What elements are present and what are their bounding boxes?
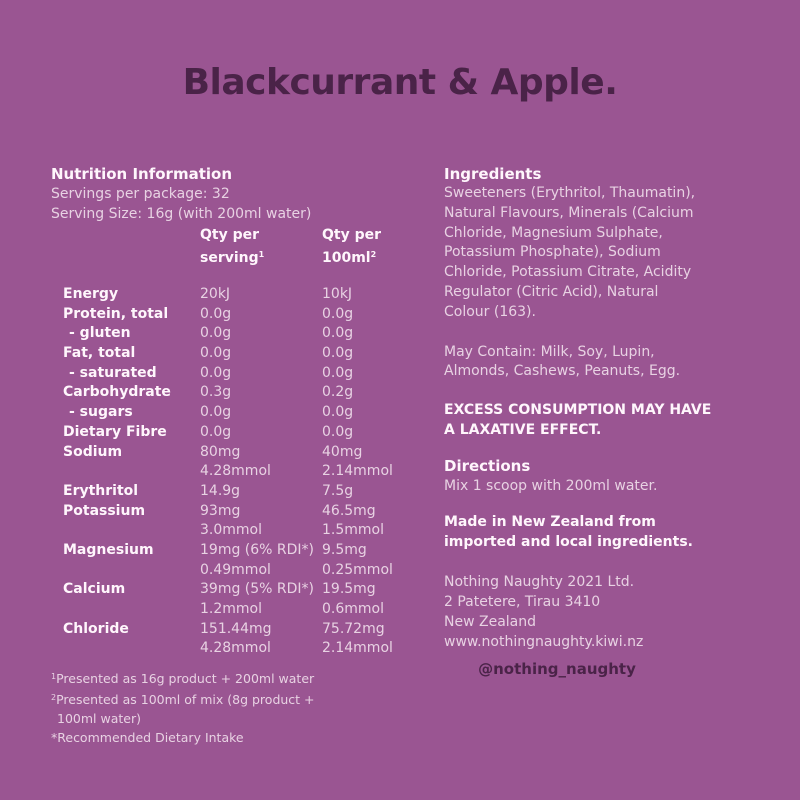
qty-per-serving: 39mg (5% RDI*) <box>200 581 315 598</box>
qty-per-100ml: 0.0g <box>322 305 354 322</box>
qty-per-100ml: 0.0g <box>322 423 354 440</box>
footnote-rdi: *Recommended Dietary Intake <box>51 730 244 745</box>
qty-per-serving: 80mg <box>200 443 241 460</box>
nutrition-row <box>51 638 421 658</box>
nutrition-row <box>51 501 421 521</box>
qty-per-serving: 0.0g <box>200 305 232 322</box>
nutrition-row <box>51 343 421 363</box>
qty-per-100ml: 7.5g <box>322 482 354 499</box>
qty-per-100ml: 40mg <box>322 443 363 460</box>
qty-per-serving: 4.28mmol <box>200 463 271 480</box>
footnote-2: $^2$Presented as 100ml of mix (8g product + <box>51 692 315 707</box>
column-header-per-serving: Qty per serving$^1$ <box>200 227 265 266</box>
ingredients-line: Regulator (Citric Acid), Natural <box>444 283 659 300</box>
nutrient-label: Fat, total <box>63 345 136 362</box>
qty-per-serving: 0.0g <box>200 423 232 440</box>
nutrient-label: - sugars <box>69 404 133 421</box>
nutrient-label: Energy <box>63 286 119 302</box>
nutrient-label: Calcium <box>63 581 126 598</box>
nutrient-label: Erythritol <box>63 482 139 499</box>
servings-per-package: Servings per package: 32 <box>51 186 230 202</box>
qty-per-100ml: 0.0g <box>322 404 354 421</box>
social-handle[interactable]: @nothing_naughty <box>478 660 636 678</box>
qty-per-serving: 3.0mmol <box>200 522 262 539</box>
qty-per-serving: 0.0g <box>200 345 232 362</box>
qty-per-serving: 19mg (6% RDI*) <box>200 541 315 558</box>
nutrition-row <box>51 520 421 540</box>
qty-per-serving: 4.28mmol <box>200 640 271 657</box>
qty-per-100ml: 2.14mmol <box>322 463 393 480</box>
qty-per-serving: 14.9g <box>200 482 241 499</box>
product-title: Blackcurrant & Apple. <box>182 62 618 103</box>
ingredients-line: Colour (163). <box>444 303 536 320</box>
nutrition-row <box>51 461 421 481</box>
nutrient-label: Carbohydrate <box>63 384 171 401</box>
qty-per-100ml: 0.0g <box>322 345 354 362</box>
qty-per-100ml: 0.6mmol <box>322 601 384 617</box>
directions-heading: Directions <box>444 457 531 476</box>
directions-text: Mix 1 scoop with 200ml water. <box>444 478 658 495</box>
nutrition-heading: Nutrition Information <box>51 165 232 183</box>
nutrition-rows <box>51 284 421 658</box>
may-contain-line: Almonds, Cashews, Peanuts, Egg. <box>444 363 681 380</box>
ingredients-line: Chloride, Magnesium Sulphate, <box>444 224 663 241</box>
qty-per-100ml: 19.5mg <box>322 581 376 598</box>
qty-per-serving: 1.2mmol <box>200 601 262 617</box>
qty-per-serving: 20kJ <box>200 286 231 302</box>
origin-statement: Made in New Zealand from imported and local ingredients. <box>444 514 693 551</box>
nutrient-label: Chloride <box>63 620 129 637</box>
qty-per-100ml: 0.25mmol <box>322 561 393 578</box>
serving-size: Serving Size: 16g (with 200ml water) <box>51 206 312 222</box>
ingredients-line: Sweeteners (Erythritol, Thaumatin), <box>444 185 696 201</box>
nutrition-row <box>51 323 421 343</box>
nutrient-label: Magnesium <box>63 541 154 558</box>
qty-per-serving: 0.0g <box>200 364 232 381</box>
qty-per-serving: 0.0g <box>200 325 232 342</box>
company-website[interactable]: www.nothingnaughty.kiwi.nz <box>444 634 644 651</box>
ingredients-line: Chloride, Potassium Citrate, Acidity <box>444 264 692 281</box>
qty-per-100ml: 0.0g <box>322 325 354 342</box>
company-street: 2 Patetere, Tirau 3410 <box>444 594 601 611</box>
company-address <box>444 572 774 652</box>
nutrient-label: Dietary Fibre <box>63 423 167 440</box>
nutrition-row <box>51 560 421 580</box>
directions <box>444 456 774 496</box>
company-name: Nothing Naughty 2021 Ltd. <box>444 574 635 591</box>
nutrition-row <box>51 304 421 324</box>
may-contain <box>444 343 774 383</box>
nutrition-row <box>51 599 421 619</box>
footnote-1: $^1$Presented as 16g product + 200ml water <box>51 671 315 686</box>
footnote-2-cont: 100ml water) <box>57 711 141 726</box>
nutrition-row <box>51 422 421 442</box>
laxative-warning: EXCESS CONSUMPTION MAY HAVE A LAXATIVE EFFECT. <box>444 402 712 439</box>
nutrient-label: Protein, total <box>63 305 169 322</box>
qty-per-100ml: 46.5mg <box>322 502 376 519</box>
nutrition-row <box>51 284 421 304</box>
nutrition-row <box>51 579 421 599</box>
footnotes <box>51 667 421 747</box>
nutrition-panel <box>51 164 421 657</box>
qty-per-100ml: 0.2g <box>322 384 354 401</box>
qty-per-serving: 0.3g <box>200 384 232 401</box>
ingredients-heading: Ingredients <box>444 165 542 183</box>
nutrition-row <box>51 540 421 560</box>
company-country: New Zealand <box>444 614 536 631</box>
qty-per-serving: 151.44mg <box>200 620 272 637</box>
qty-per-100ml: 0.0g <box>322 364 354 381</box>
ingredients-list <box>444 184 774 323</box>
qty-per-serving: 0.49mmol <box>200 561 271 578</box>
nutrient-label: Sodium <box>63 443 123 460</box>
nutrition-row <box>51 382 421 402</box>
qty-per-100ml: 1.5mmol <box>322 522 384 539</box>
nutrition-row <box>51 442 421 462</box>
nutrition-row <box>51 481 421 501</box>
ingredients-line: Potassium Phosphate), Sodium <box>444 244 661 261</box>
qty-per-100ml: 75.72mg <box>322 620 385 637</box>
column-header-per-100ml: Qty per $100ml^2$ <box>322 227 382 266</box>
nutrient-label: - saturated <box>69 364 157 381</box>
nutrient-label: - gluten <box>69 325 131 342</box>
qty-per-100ml: 2.14mmol <box>322 640 393 657</box>
nutrient-label: Potassium <box>63 502 146 519</box>
nutrition-row <box>51 619 421 639</box>
qty-per-serving: 0.0g <box>200 404 232 421</box>
ingredients-line: Natural Flavours, Minerals (Calcium <box>444 204 694 221</box>
may-contain-line: May Contain: Milk, Soy, Lupin, <box>444 343 655 360</box>
qty-per-100ml: 10kJ <box>322 286 353 302</box>
nutrition-row <box>51 363 421 383</box>
qty-per-serving: 93mg <box>200 502 241 519</box>
info-panel <box>444 164 774 652</box>
qty-per-100ml: 9.5mg <box>322 541 367 558</box>
nutrition-row <box>51 402 421 422</box>
